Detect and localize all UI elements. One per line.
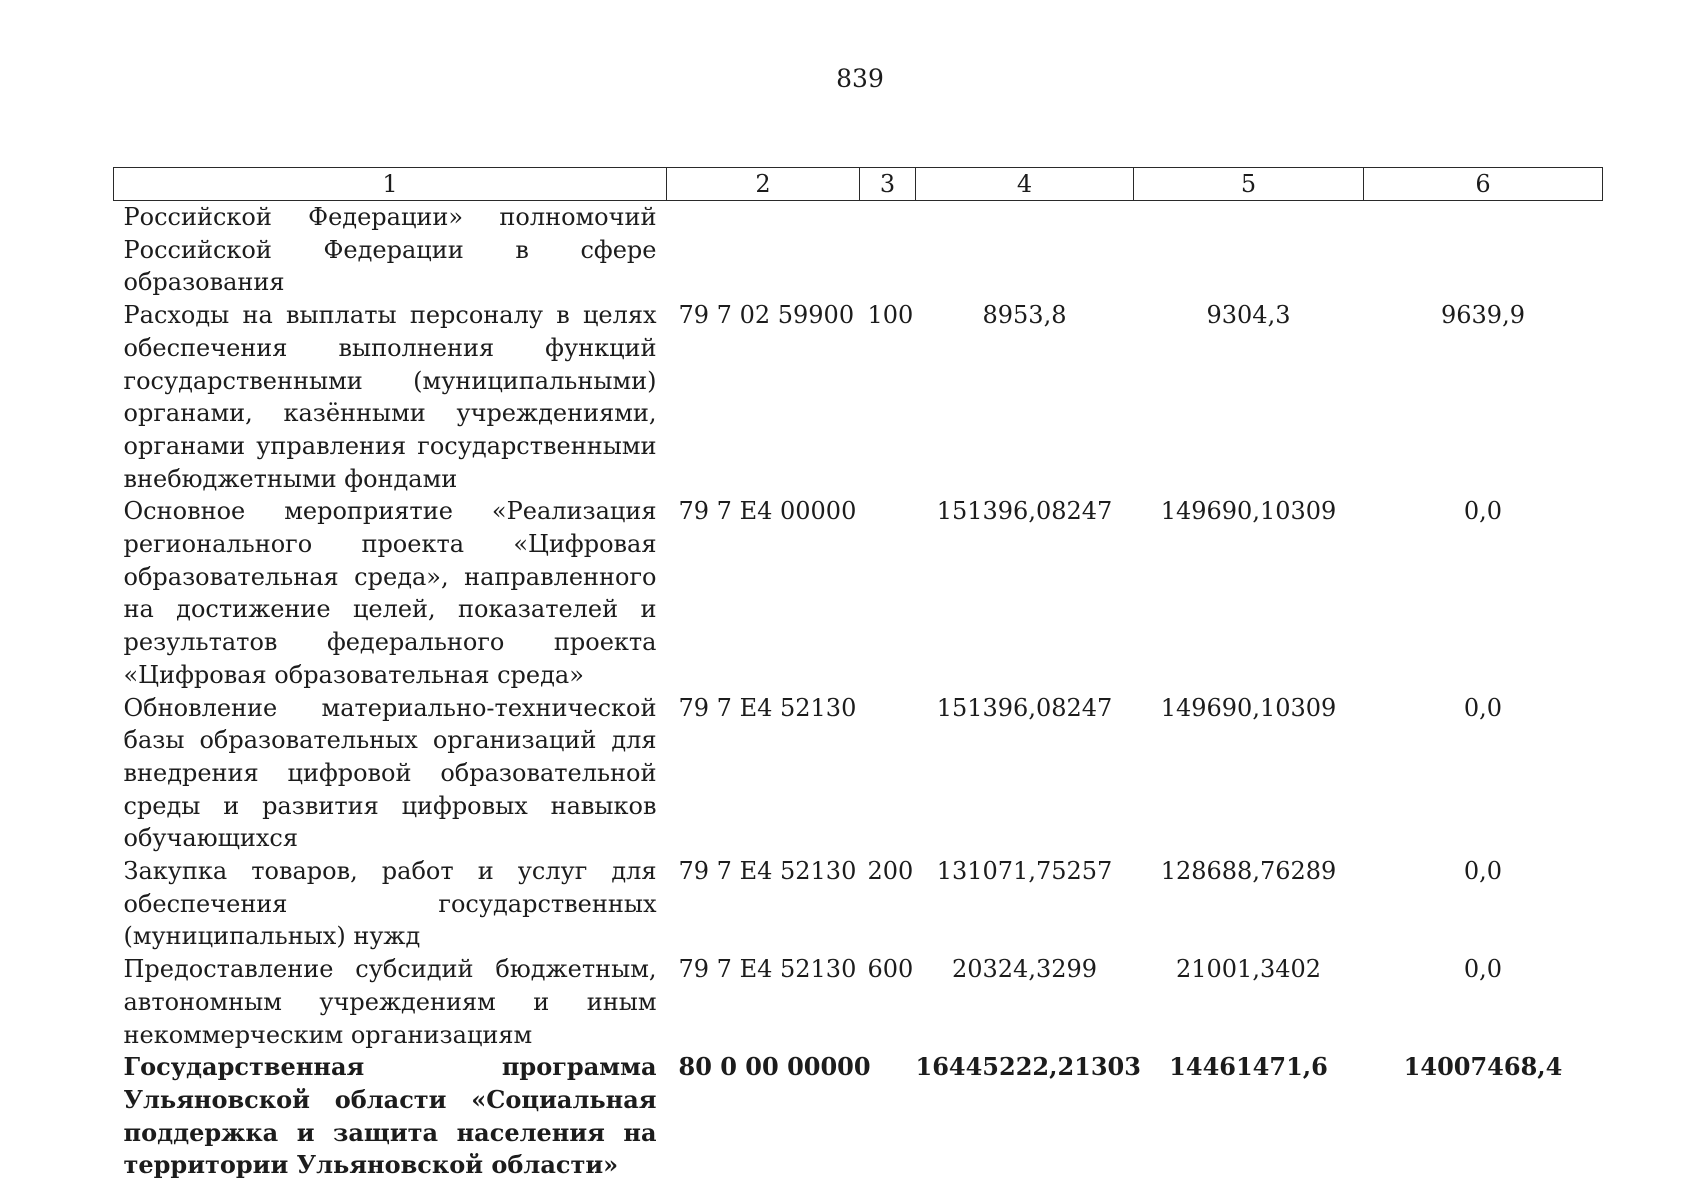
row-amount-col6: 0,0 — [1463, 857, 1503, 886]
table-row — [114, 692, 1603, 856]
table-row — [114, 201, 1603, 300]
row-amount-col5: 128688,76289 — [1160, 857, 1337, 886]
row-expense-type: 200 — [867, 857, 914, 886]
column-header-5: 5 — [1134, 168, 1364, 201]
row-target-code — [667, 201, 860, 300]
row-name: Расходы на выплаты персоналу в целях обеспечения выполнения функций государственными (муниципальными) органами, казёнными учреждениями, органами управления государственными внебюджетными фондами — [123, 301, 657, 493]
row-amount-col6: 0,0 — [1463, 497, 1503, 526]
header-row — [114, 168, 1603, 201]
row-amount-col5: 149690,10309 — [1160, 497, 1337, 526]
row-amount-col4: 16445222,21303 — [915, 1052, 1141, 1082]
column-header-1: 1 — [114, 168, 667, 201]
column-header-6: 6 — [1364, 168, 1603, 201]
row-amount-col5: 21001,3402 — [1175, 955, 1322, 984]
column-header-4: 4 — [916, 168, 1134, 201]
row-target-code: 79 7 02 59900 — [678, 301, 855, 330]
row-amount-col6: 9639,9 — [1441, 301, 1525, 330]
row-target-code: 79 7 E4 52130 — [678, 693, 857, 722]
table-row — [114, 953, 1603, 1051]
row-expense-type: 100 — [867, 301, 914, 330]
row-amount-col6: 14007468,4 — [1403, 1052, 1563, 1082]
row-target-code: 80 0 00 00000 — [678, 1052, 871, 1082]
row-amount-col4: 151396,08247 — [936, 497, 1113, 526]
row-expense-type — [860, 495, 916, 691]
table-row — [114, 299, 1603, 495]
row-amount-col4: 20324,3299 — [951, 955, 1098, 984]
column-header-2: 2 — [667, 168, 860, 201]
row-name: Основное мероприятие «Реализация регионального проекта «Цифровая образовательная среда», направленного на достижение целей, показателей и результатов федерального проекта «Цифровая образовательная среда» — [123, 497, 657, 689]
row-expense-type — [860, 692, 916, 856]
row-amount-col4 — [916, 201, 1134, 300]
row-expense-type: 600 — [867, 955, 914, 984]
row-target-code: 79 7 E4 52130 — [678, 955, 857, 984]
table-row — [114, 495, 1603, 691]
row-name: Предоставление субсидий бюджетным, автономным учреждениям и иным некоммерческим организациям — [123, 955, 657, 1049]
row-name: Государственная программа Ульяновской области «Социальная поддержка и защита населения на территории Ульяновской области» — [123, 1052, 657, 1180]
budget-table — [113, 167, 1603, 1182]
column-header-3: 3 — [860, 168, 916, 201]
row-name: Закупка товаров, работ и услуг для обеспечения государственных (муниципальных) нужд — [123, 857, 657, 951]
row-amount-col5: 14461471,6 — [1169, 1052, 1328, 1082]
row-amount-col6 — [1364, 201, 1603, 300]
row-amount-col5 — [1134, 201, 1364, 300]
table-header — [114, 168, 1603, 201]
row-name: Российской Федерации» полномочий Российской Федерации в сфере образования — [123, 203, 657, 297]
row-target-code: 79 7 E4 52130 — [678, 857, 857, 886]
row-amount-col6: 0,0 — [1463, 693, 1503, 722]
row-expense-type — [860, 201, 916, 300]
table-row — [114, 855, 1603, 953]
row-amount-col5: 149690,10309 — [1160, 693, 1337, 722]
row-amount-col5: 9304,3 — [1206, 301, 1291, 330]
table-body — [114, 201, 1603, 1183]
row-amount-col4: 131071,75257 — [936, 857, 1113, 886]
row-amount-col6: 0,0 — [1463, 955, 1503, 984]
page-number: 839 — [836, 64, 884, 93]
row-target-code: 79 7 E4 00000 — [678, 497, 857, 526]
row-amount-col4: 151396,08247 — [936, 693, 1113, 722]
table-row-program-total — [114, 1051, 1603, 1182]
row-amount-col4: 8953,8 — [982, 301, 1067, 330]
row-name: Обновление материально-технической базы образовательных организаций для внедрения цифровой образовательной среды и развития цифровых навыков обучающихся — [123, 693, 657, 853]
